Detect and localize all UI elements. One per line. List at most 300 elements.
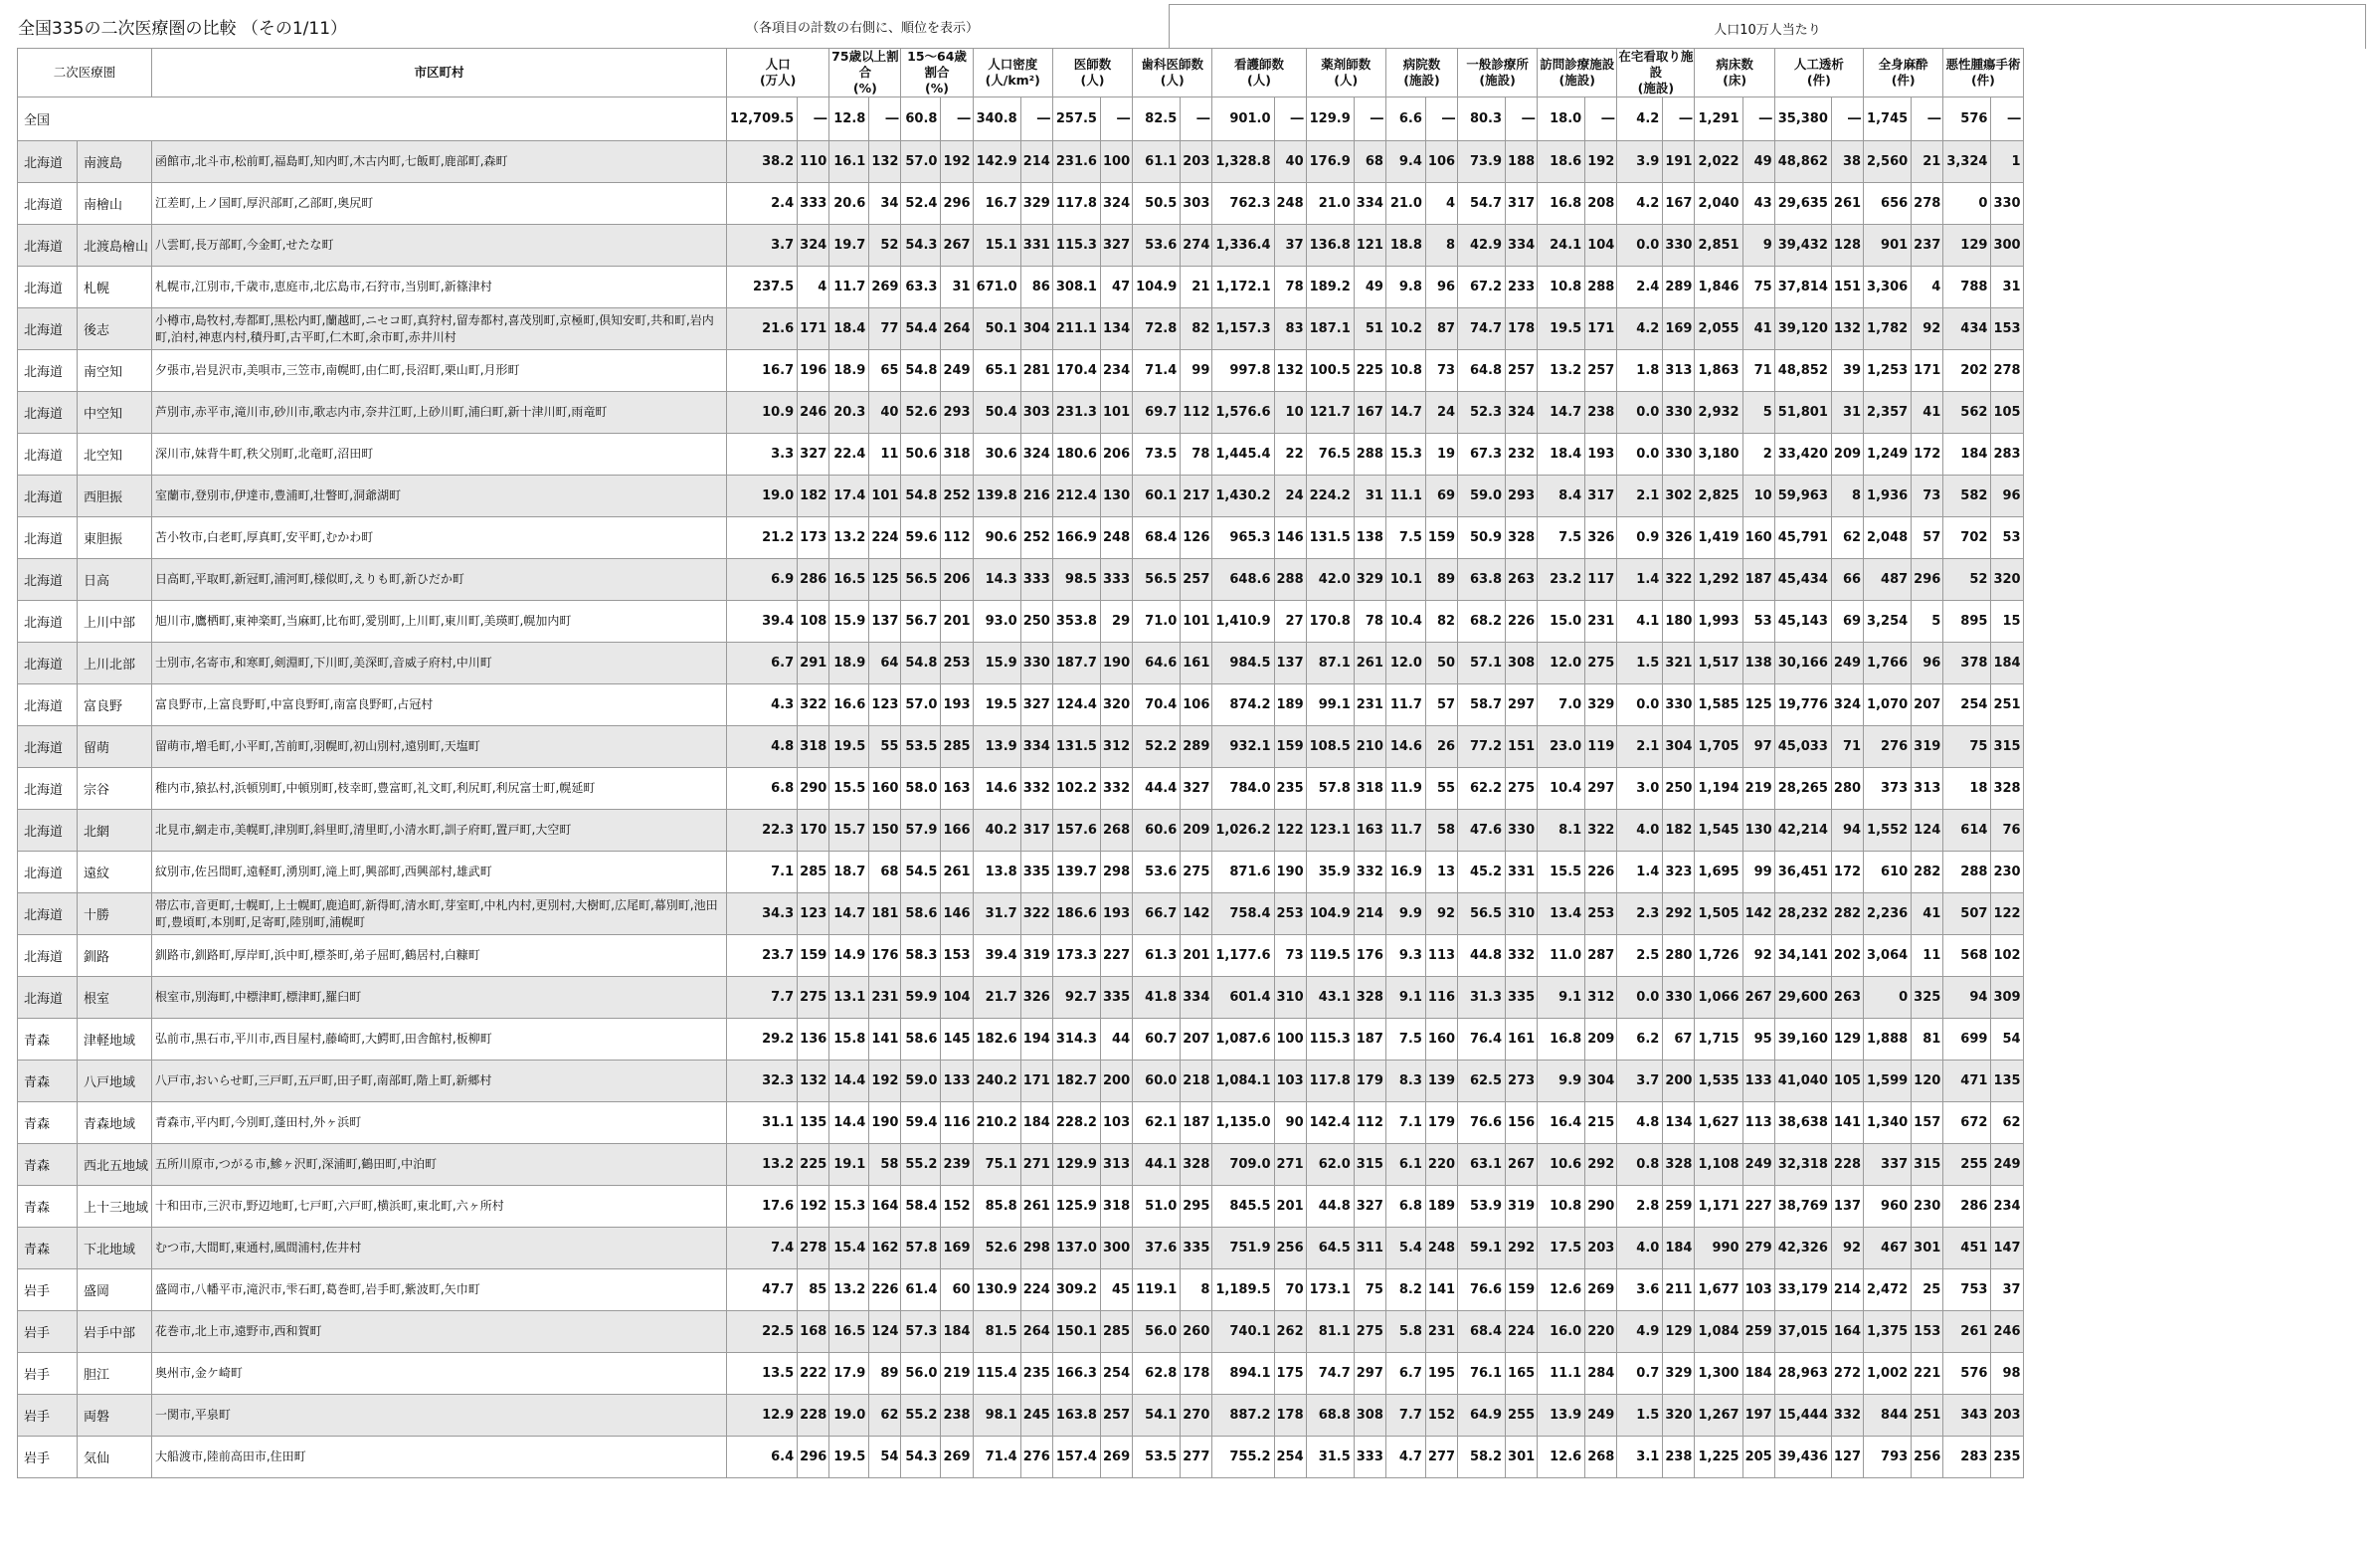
rank-cell: 67 (1663, 1019, 1695, 1061)
value-cell: 288 (1943, 852, 1991, 893)
value-cell: 90.6 (973, 517, 1020, 559)
rank-cell: 233 (1506, 267, 1538, 308)
rank-cell: 62 (1991, 1102, 2023, 1144)
rank-cell: 192 (869, 1061, 901, 1102)
value-cell: 3.6 (1617, 1269, 1663, 1311)
rank-cell: 280 (1831, 768, 1863, 810)
value-cell: 52.4 (901, 183, 941, 225)
rank-cell: 170 (798, 810, 829, 852)
rank-cell: 201 (1181, 935, 1212, 977)
rank-cell: 119 (1585, 726, 1617, 768)
rank-cell: 269 (1585, 1269, 1617, 1311)
value-cell: 14.7 (1538, 392, 1585, 434)
rank-cell: 2 (1742, 434, 1774, 476)
national-value-0: 12,709.5 (727, 97, 798, 141)
rank-cell: 53 (1991, 517, 2023, 559)
value-cell: 18.4 (829, 308, 869, 350)
value-cell: 5.8 (1385, 1311, 1425, 1353)
rank-cell: 124 (869, 1311, 901, 1353)
value-cell: 52.2 (1133, 726, 1181, 768)
rank-cell: 45 (1100, 1269, 1132, 1311)
value-cell: 54.8 (901, 476, 941, 517)
towns-cell: 盛岡市,八幡平市,滝沢市,雫石町,葛巻町,岩手町,紫波町,矢巾町 (152, 1269, 727, 1311)
value-cell: 784.0 (1212, 768, 1274, 810)
prefecture-cell: 青森 (18, 1228, 78, 1269)
rank-cell: 182 (798, 476, 829, 517)
value-cell: 104.9 (1306, 893, 1354, 935)
header-col-9: 一般診療所 (施設) (1458, 49, 1538, 97)
value-cell: 1,177.6 (1212, 935, 1274, 977)
value-cell: 121.7 (1306, 392, 1354, 434)
value-cell: 29,600 (1774, 977, 1831, 1019)
rank-cell: 27 (1274, 601, 1306, 643)
value-cell: 99.1 (1306, 684, 1354, 726)
rank-cell: 323 (1663, 852, 1695, 893)
value-cell: 337 (1864, 1144, 1912, 1186)
rank-cell: 312 (1100, 726, 1132, 768)
table-row (18, 1269, 2024, 1311)
value-cell: 7.1 (727, 852, 798, 893)
rank-cell: 319 (1912, 726, 1943, 768)
value-cell: 7.5 (1538, 517, 1585, 559)
value-cell: 15.1 (973, 225, 1020, 267)
value-cell: 3.1 (1617, 1437, 1663, 1478)
rank-cell: 41 (1912, 893, 1943, 935)
value-cell: 51.0 (1133, 1186, 1181, 1228)
rank-cell: 132 (798, 1061, 829, 1102)
value-cell: 1,172.1 (1212, 267, 1274, 308)
rank-cell: 209 (1181, 810, 1212, 852)
value-cell: 755.2 (1212, 1437, 1274, 1478)
rank-cell: 328 (1506, 517, 1538, 559)
value-cell: 1,002 (1864, 1353, 1912, 1395)
value-cell: 43.1 (1306, 977, 1354, 1019)
value-cell: 56.7 (901, 601, 941, 643)
rank-cell: 134 (1663, 1102, 1695, 1144)
rank-cell: 9 (1742, 225, 1774, 267)
rank-cell: 203 (1181, 141, 1212, 183)
value-cell: 9.1 (1538, 977, 1585, 1019)
rank-cell: 296 (798, 1437, 829, 1478)
value-cell: 1,084.1 (1212, 1061, 1274, 1102)
rank-cell: 138 (1742, 643, 1774, 684)
prefecture-cell: 北海道 (18, 810, 78, 852)
rank-cell: 328 (1663, 1144, 1695, 1186)
region-cell: 北空知 (78, 434, 152, 476)
rank-cell: 160 (1425, 1019, 1457, 1061)
value-cell: 21.0 (1385, 183, 1425, 225)
value-cell: 21.6 (727, 308, 798, 350)
table-row (18, 559, 2024, 601)
value-cell: 50.6 (901, 434, 941, 476)
value-cell: 186.6 (1052, 893, 1100, 935)
rank-cell: 330 (1663, 977, 1695, 1019)
rank-cell: 326 (1585, 517, 1617, 559)
rank-cell: 187 (1354, 1019, 1385, 1061)
rank-cell: 54 (1991, 1019, 2023, 1061)
rank-cell: 324 (1506, 392, 1538, 434)
value-cell: 104.9 (1133, 267, 1181, 308)
national-rank-7: ― (1354, 97, 1385, 141)
value-cell: 45,033 (1774, 726, 1831, 768)
value-cell: 14.4 (829, 1102, 869, 1144)
rank-cell: 296 (941, 183, 973, 225)
rank-cell: 189 (1425, 1186, 1457, 1228)
value-cell: 57.0 (901, 684, 941, 726)
rank-cell: 288 (1274, 559, 1306, 601)
value-cell: 18.4 (1538, 434, 1585, 476)
rank-cell: 125 (869, 559, 901, 601)
value-cell: 20.3 (829, 392, 869, 434)
rank-cell: 261 (1354, 643, 1385, 684)
region-cell: 南渡島 (78, 141, 152, 183)
value-cell: 11.1 (1538, 1353, 1585, 1395)
value-cell: 142.9 (973, 141, 1020, 183)
rank-cell: 275 (1585, 643, 1617, 684)
rank-cell: 232 (1506, 434, 1538, 476)
value-cell: 137.0 (1052, 1228, 1100, 1269)
value-cell: 56.0 (1133, 1311, 1181, 1353)
value-cell: 15.5 (829, 768, 869, 810)
rank-cell: 85 (798, 1269, 829, 1311)
rank-cell: 96 (1425, 267, 1457, 308)
rank-cell: 163 (941, 768, 973, 810)
table-row (18, 350, 2024, 392)
rank-cell: 105 (1991, 392, 2023, 434)
rank-cell: 271 (1020, 1144, 1052, 1186)
value-cell: 8.2 (1385, 1269, 1425, 1311)
rank-cell: 176 (869, 935, 901, 977)
rank-cell: 208 (1585, 183, 1617, 225)
value-cell: 76.6 (1458, 1269, 1506, 1311)
rank-cell: 269 (941, 1437, 973, 1478)
rank-cell: 203 (1991, 1395, 2023, 1437)
rank-cell: 231 (869, 977, 901, 1019)
rank-cell: 124 (1912, 810, 1943, 852)
value-cell: 901 (1864, 225, 1912, 267)
rank-cell: 220 (1585, 1311, 1617, 1353)
value-cell: 129 (1943, 225, 1991, 267)
value-cell: 1.8 (1617, 350, 1663, 392)
value-cell: 2,236 (1864, 893, 1912, 935)
value-cell: 92.7 (1052, 977, 1100, 1019)
value-cell: 131.5 (1306, 517, 1354, 559)
rank-cell: 44 (1100, 1019, 1132, 1061)
rank-cell: 171 (1020, 1061, 1052, 1102)
value-cell: 28,265 (1774, 768, 1831, 810)
rank-cell: 311 (1354, 1228, 1385, 1269)
rank-cell: 66 (1831, 559, 1863, 601)
rank-cell: 195 (1425, 1353, 1457, 1395)
prefecture-cell: 北海道 (18, 267, 78, 308)
national-value-9: 80.3 (1458, 97, 1506, 141)
rank-cell: 253 (941, 643, 973, 684)
rank-cell: 69 (1831, 601, 1863, 643)
rank-cell: 230 (1912, 1186, 1943, 1228)
towns-cell: 帯広市,音更町,士幌町,上士幌町,鹿追町,新得町,清水町,芽室町,中札内村,更別村,大樹町,広尾町,幕別町,池田町,豊頃町,本別町,足寄町,陸別町,浦幌町 (152, 893, 727, 935)
rank-cell: 256 (1274, 1228, 1306, 1269)
value-cell: 115.4 (973, 1353, 1020, 1395)
rank-cell: 328 (1991, 768, 2023, 810)
value-cell: 19.5 (829, 726, 869, 768)
rank-cell: 250 (1020, 601, 1052, 643)
rank-cell: 313 (1663, 350, 1695, 392)
header-col-10: 訪問診療施設 (施設) (1538, 49, 1617, 97)
rank-cell: 129 (1663, 1311, 1695, 1353)
towns-cell: 室蘭市,登別市,伊達市,豊浦町,壮瞥町,洞爺湖町 (152, 476, 727, 517)
value-cell: 100.5 (1306, 350, 1354, 392)
value-cell: 9.8 (1385, 267, 1425, 308)
rank-cell: 252 (941, 476, 973, 517)
region-cell: 宗谷 (78, 768, 152, 810)
value-cell: 3,306 (1864, 267, 1912, 308)
region-cell: 両磐 (78, 1395, 152, 1437)
table-row (18, 1437, 2024, 1478)
rank-cell: 318 (1100, 1186, 1132, 1228)
header-col-5: 歯科医師数 (人) (1133, 49, 1212, 97)
rank-cell: 100 (1100, 141, 1132, 183)
prefecture-cell: 北海道 (18, 350, 78, 392)
value-cell: 166.3 (1052, 1353, 1100, 1395)
region-cell: 釧路 (78, 935, 152, 977)
rank-cell: 179 (1354, 1061, 1385, 1102)
rank-note: （各項目の計数の右側に、順位を表示） (746, 21, 980, 36)
value-cell: 610 (1864, 852, 1912, 893)
value-cell: 150.1 (1052, 1311, 1100, 1353)
value-cell: 157.6 (1052, 810, 1100, 852)
value-cell: 57.8 (1306, 768, 1354, 810)
rank-cell: 332 (1100, 768, 1132, 810)
prefecture-cell: 北海道 (18, 308, 78, 350)
value-cell: 211.1 (1052, 308, 1100, 350)
value-cell: 8.4 (1538, 476, 1585, 517)
rank-cell: 318 (941, 434, 973, 476)
rank-cell: 315 (1354, 1144, 1385, 1186)
value-cell: 57.8 (901, 1228, 941, 1269)
value-cell: 39,436 (1774, 1437, 1831, 1478)
towns-cell: 青森市,平内町,今別町,蓬田村,外ヶ浜町 (152, 1102, 727, 1144)
rank-cell: 83 (1274, 308, 1306, 350)
rank-cell: 135 (798, 1102, 829, 1144)
value-cell: 60.1 (1133, 476, 1181, 517)
rank-cell: 184 (1020, 1102, 1052, 1144)
value-cell: 94 (1943, 977, 1991, 1019)
value-cell: 33,179 (1774, 1269, 1831, 1311)
value-cell: 6.7 (727, 643, 798, 684)
rank-cell: 259 (1742, 1311, 1774, 1353)
rank-cell: 138 (1354, 517, 1385, 559)
value-cell: 53.5 (1133, 1437, 1181, 1478)
rank-cell: 257 (1585, 350, 1617, 392)
value-cell: 601.4 (1212, 977, 1274, 1019)
value-cell: 59,963 (1774, 476, 1831, 517)
national-value-7: 129.9 (1306, 97, 1354, 141)
value-cell: 894.1 (1212, 1353, 1274, 1395)
rank-cell: 308 (1506, 643, 1538, 684)
rank-cell: 29 (1100, 601, 1132, 643)
rank-cell: 200 (1100, 1061, 1132, 1102)
value-cell: 67.2 (1458, 267, 1506, 308)
rank-cell: 293 (1506, 476, 1538, 517)
rank-cell: 335 (1100, 977, 1132, 1019)
table-row (18, 601, 2024, 643)
towns-cell: 芦別市,赤平市,滝川市,砂川市,歌志内市,奈井江町,上砂川町,浦臼町,新十津川町,雨竜町 (152, 392, 727, 434)
value-cell: 54.1 (1133, 1395, 1181, 1437)
value-cell: 7.0 (1538, 684, 1585, 726)
value-cell: 68.8 (1306, 1395, 1354, 1437)
value-cell: 81.5 (973, 1311, 1020, 1353)
value-cell: 30.6 (973, 434, 1020, 476)
national-rank-5: ― (1181, 97, 1212, 141)
rank-cell: 69 (1425, 476, 1457, 517)
rank-cell: 324 (798, 225, 829, 267)
rank-cell: 184 (1991, 643, 2023, 684)
rank-cell: 329 (1585, 684, 1617, 726)
table-row (18, 726, 2024, 768)
value-cell: 59.0 (901, 1061, 941, 1102)
rank-cell: 283 (1991, 434, 2023, 476)
table-row (18, 517, 2024, 559)
rank-cell: 122 (1274, 810, 1306, 852)
rank-cell: 217 (1181, 476, 1212, 517)
value-cell: 353.8 (1052, 601, 1100, 643)
rank-cell: 317 (1506, 183, 1538, 225)
value-cell: 16.5 (829, 559, 869, 601)
rank-cell: 302 (1663, 476, 1695, 517)
rank-cell: 153 (941, 935, 973, 977)
rank-cell: 160 (869, 768, 901, 810)
value-cell: 50.1 (973, 308, 1020, 350)
value-cell: 932.1 (1212, 726, 1274, 768)
rank-cell: 322 (798, 684, 829, 726)
region-cell: 留萌 (78, 726, 152, 768)
national-value-3: 340.8 (973, 97, 1020, 141)
rank-cell: 130 (1100, 476, 1132, 517)
rank-cell: 98 (1991, 1353, 2023, 1395)
rank-cell: 94 (1831, 810, 1863, 852)
value-cell: 845.5 (1212, 1186, 1274, 1228)
prefecture-cell: 北海道 (18, 559, 78, 601)
value-cell: 753 (1943, 1269, 1991, 1311)
value-cell: 52.3 (1458, 392, 1506, 434)
table-row (18, 1019, 2024, 1061)
rank-cell: 261 (1831, 183, 1863, 225)
rank-cell: 123 (869, 684, 901, 726)
value-cell: 41.8 (1133, 977, 1181, 1019)
rank-cell: 291 (798, 643, 829, 684)
rank-cell: 285 (798, 852, 829, 893)
region-cell: 八戸地域 (78, 1061, 152, 1102)
rank-cell: 99 (1181, 350, 1212, 392)
value-cell: 1,585 (1695, 684, 1742, 726)
rank-cell: 284 (1585, 1353, 1617, 1395)
value-cell: 21.7 (973, 977, 1020, 1019)
value-cell: 3,254 (1864, 601, 1912, 643)
value-cell: 11.0 (1538, 935, 1585, 977)
rank-cell: 261 (1020, 1186, 1052, 1228)
rank-cell: 285 (941, 726, 973, 768)
prefecture-cell: 青森 (18, 1144, 78, 1186)
rank-cell: 203 (1585, 1228, 1617, 1269)
national-rank-3: ― (1020, 97, 1052, 141)
value-cell: 3.7 (727, 225, 798, 267)
rank-cell: 190 (1100, 643, 1132, 684)
rank-cell: 216 (1020, 476, 1052, 517)
value-cell: 1,084 (1695, 1311, 1742, 1353)
prefecture-cell: 青森 (18, 1019, 78, 1061)
value-cell: 131.5 (1052, 726, 1100, 768)
rank-cell: 329 (1663, 1353, 1695, 1395)
rank-cell: 103 (1742, 1269, 1774, 1311)
value-cell: 2.8 (1617, 1186, 1663, 1228)
rank-cell: 10 (1274, 392, 1306, 434)
rank-cell: 4 (1912, 267, 1943, 308)
value-cell: 39.4 (973, 935, 1020, 977)
value-cell: 73.5 (1133, 434, 1181, 476)
rank-cell: 172 (1831, 852, 1863, 893)
rank-cell: 331 (1020, 225, 1052, 267)
value-cell: 4.2 (1617, 183, 1663, 225)
rank-cell: 68 (869, 852, 901, 893)
rank-cell: 5 (1912, 601, 1943, 643)
value-cell: 1,936 (1864, 476, 1912, 517)
value-cell: 844 (1864, 1395, 1912, 1437)
region-cell: 西北五地域 (78, 1144, 152, 1186)
rank-cell: 272 (1831, 1353, 1863, 1395)
rank-cell: 245 (1020, 1395, 1052, 1437)
value-cell: 45.2 (1458, 852, 1506, 893)
rank-cell: 82 (1425, 601, 1457, 643)
national-rank-13: ― (1831, 97, 1863, 141)
prefecture-cell: 北海道 (18, 183, 78, 225)
rank-cell: 176 (1354, 935, 1385, 977)
prefecture-cell: 岩手 (18, 1353, 78, 1395)
rank-cell: 126 (1181, 517, 1212, 559)
rank-cell: 34 (869, 183, 901, 225)
rank-cell: 224 (1506, 1311, 1538, 1353)
rank-cell: 289 (1181, 726, 1212, 768)
rank-cell: 319 (1020, 935, 1052, 977)
rank-cell: 252 (1020, 517, 1052, 559)
prefecture-cell: 北海道 (18, 768, 78, 810)
header-region: 二次医療圏 (18, 49, 152, 97)
rank-cell: 224 (1020, 1269, 1052, 1311)
value-cell: 751.9 (1212, 1228, 1274, 1269)
value-cell: 51,801 (1774, 392, 1831, 434)
rank-cell: 78 (1274, 267, 1306, 308)
table-row (18, 308, 2024, 350)
value-cell: 10.4 (1385, 601, 1425, 643)
rank-cell: 89 (869, 1353, 901, 1395)
value-cell: 3.7 (1617, 1061, 1663, 1102)
table-row (18, 1395, 2024, 1437)
region-cell: 遠紋 (78, 852, 152, 893)
value-cell: 11.1 (1385, 476, 1425, 517)
value-cell: 62.8 (1133, 1353, 1181, 1395)
rank-cell: 209 (1585, 1019, 1617, 1061)
value-cell: 228.2 (1052, 1102, 1100, 1144)
towns-cell: 小樽市,島牧村,寿都町,黒松内町,蘭越町,ニセコ町,真狩村,留寿都村,喜茂別町,京極町,倶知安町,共和町,岩内町,泊村,神恵内村,積丹町,古平町,仁木町,余市町,赤井川村 (152, 308, 727, 350)
rank-cell: 278 (1912, 183, 1943, 225)
value-cell: 23.7 (727, 935, 798, 977)
rank-cell: 292 (1663, 893, 1695, 935)
rank-cell: 152 (1425, 1395, 1457, 1437)
rank-cell: 21 (1912, 141, 1943, 183)
rank-cell: 159 (798, 935, 829, 977)
value-cell: 648.6 (1212, 559, 1274, 601)
rank-cell: 192 (1585, 141, 1617, 183)
rank-cell: 31 (1831, 392, 1863, 434)
